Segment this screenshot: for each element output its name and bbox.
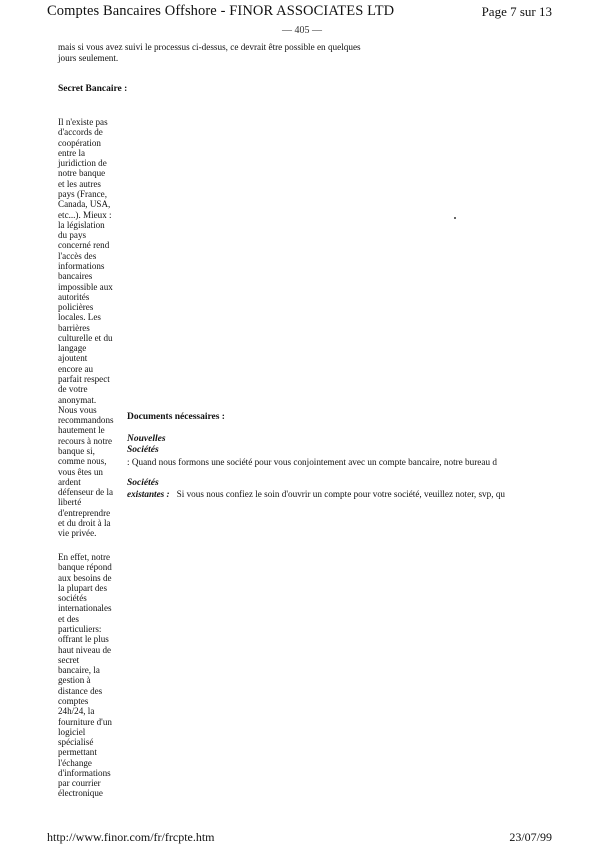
text-line: culturelle et du bbox=[58, 332, 113, 343]
text-line: recommandons bbox=[58, 415, 114, 426]
text-line: barrières bbox=[58, 322, 90, 333]
text-line: etc...). Mieux : bbox=[58, 209, 112, 220]
text-line: entre la bbox=[58, 147, 86, 158]
text-line: banque répond bbox=[58, 562, 112, 573]
text-line: langage bbox=[58, 343, 87, 354]
text-line: banque si, bbox=[58, 446, 95, 456]
text-line: notre banque bbox=[58, 168, 106, 179]
text-line: comme nous, bbox=[58, 456, 107, 467]
text-line: sociétés bbox=[58, 593, 87, 604]
text-line: informations bbox=[58, 260, 105, 271]
text-line: défenseur de la bbox=[58, 487, 114, 498]
text-line: juridiction de bbox=[58, 158, 107, 169]
text-line: d'informations bbox=[58, 767, 111, 778]
existing-companies-label: Sociétés bbox=[127, 478, 159, 488]
secret-paragraph-2 bbox=[58, 552, 118, 799]
text-line: de votre bbox=[58, 384, 88, 395]
new-companies-text: : Quand nous formons une société pour vous conjointement avec un compte bancaire, notre bureau d bbox=[127, 457, 497, 467]
text-line: Nous vous bbox=[58, 404, 97, 415]
text-line: vous êtes un bbox=[58, 466, 103, 477]
existing-companies-text: Si vous nous confiez le soin d'ouvrir un compte pour votre société, veuillez noter, svp, qu bbox=[176, 489, 506, 499]
text-line: encore au bbox=[58, 363, 94, 374]
text-line: bancaire, la bbox=[58, 665, 100, 676]
text-line: par courrier bbox=[58, 778, 101, 789]
document-title: Comptes Bancaires Offshore - FINOR ASSOCIATES LTD bbox=[47, 3, 395, 19]
text-line: impossible aux bbox=[58, 281, 113, 292]
text-line: permettant bbox=[58, 747, 97, 758]
text-line: Canada, USA, bbox=[58, 199, 111, 210]
text-line: l'accès des bbox=[58, 250, 97, 261]
text-line: aux besoins de bbox=[58, 572, 112, 583]
text-line: la législation bbox=[58, 219, 105, 230]
text-line: pays (France, bbox=[58, 188, 107, 199]
text-line: En effet, notre bbox=[58, 552, 111, 562]
text-line: haut niveau de bbox=[58, 644, 112, 655]
text-line: liberté bbox=[58, 497, 82, 508]
secret-paragraph-1 bbox=[58, 117, 118, 539]
text-line: coopération bbox=[58, 137, 101, 148]
source-url[interactable]: http://www.finor.com/fr/frcpte.htm bbox=[47, 830, 215, 844]
text-line: hautement le bbox=[58, 425, 105, 436]
text-line: du pays bbox=[58, 230, 87, 241]
text-line: concerné rend bbox=[58, 240, 110, 251]
text-line: locales. Les bbox=[58, 312, 101, 323]
text-line: la plupart des bbox=[58, 582, 107, 593]
text-line: et des bbox=[58, 613, 79, 624]
text-line: bancaires bbox=[58, 271, 93, 282]
intro-paragraph: mais si vous avez suivi le processus ci-dessus, ce devrait être possible en quelques jours seulement. bbox=[58, 42, 361, 63]
text-line: électronique bbox=[58, 788, 103, 799]
text-line: gestion à bbox=[58, 675, 91, 686]
text-line: ardent bbox=[58, 476, 81, 487]
text-line: logiciel bbox=[58, 726, 86, 737]
text-line: internationales bbox=[58, 603, 112, 614]
text-line: offrant le plus bbox=[58, 634, 109, 645]
existing-companies-label-2: existantes : bbox=[127, 489, 170, 499]
text-line: policières bbox=[58, 302, 94, 313]
text-line: distance des bbox=[58, 685, 103, 696]
text-line: vie privée. bbox=[58, 528, 97, 539]
text-line: et les autres bbox=[58, 178, 101, 189]
text-line: secret bbox=[58, 654, 80, 665]
text-line: spécialisé bbox=[58, 737, 94, 748]
handwritten-page-mark: — 405 — bbox=[282, 25, 322, 36]
text-line: parfait respect bbox=[58, 374, 110, 385]
documents-heading: Documents nécessaires : bbox=[127, 412, 225, 422]
page-number: Page 7 sur 13 bbox=[481, 4, 552, 19]
new-companies-label: Nouvelles Sociétés bbox=[127, 434, 166, 455]
text-line: l'échange bbox=[58, 757, 92, 768]
scan-speck bbox=[454, 217, 456, 219]
text-line: d'entreprendre bbox=[58, 507, 111, 518]
text-line: 24h/24, la bbox=[58, 706, 95, 717]
print-date: 23/07/99 bbox=[509, 830, 552, 844]
text-line: et du droit à la bbox=[58, 517, 111, 528]
existing-companies-row bbox=[127, 489, 554, 499]
text-line: d'accords de bbox=[58, 127, 103, 138]
text-line: anonymat. bbox=[58, 394, 97, 405]
text-line: ajoutent bbox=[58, 353, 88, 364]
text-line: recours à notre bbox=[58, 435, 113, 446]
secret-bancaire-heading: Secret Bancaire : bbox=[58, 84, 128, 94]
text-line: Il n'existe pas bbox=[58, 117, 108, 127]
text-line: autorités bbox=[58, 291, 90, 302]
text-line: particuliers: bbox=[58, 623, 102, 634]
text-line: fourniture d'un bbox=[58, 716, 112, 727]
text-line: comptes bbox=[58, 695, 89, 706]
